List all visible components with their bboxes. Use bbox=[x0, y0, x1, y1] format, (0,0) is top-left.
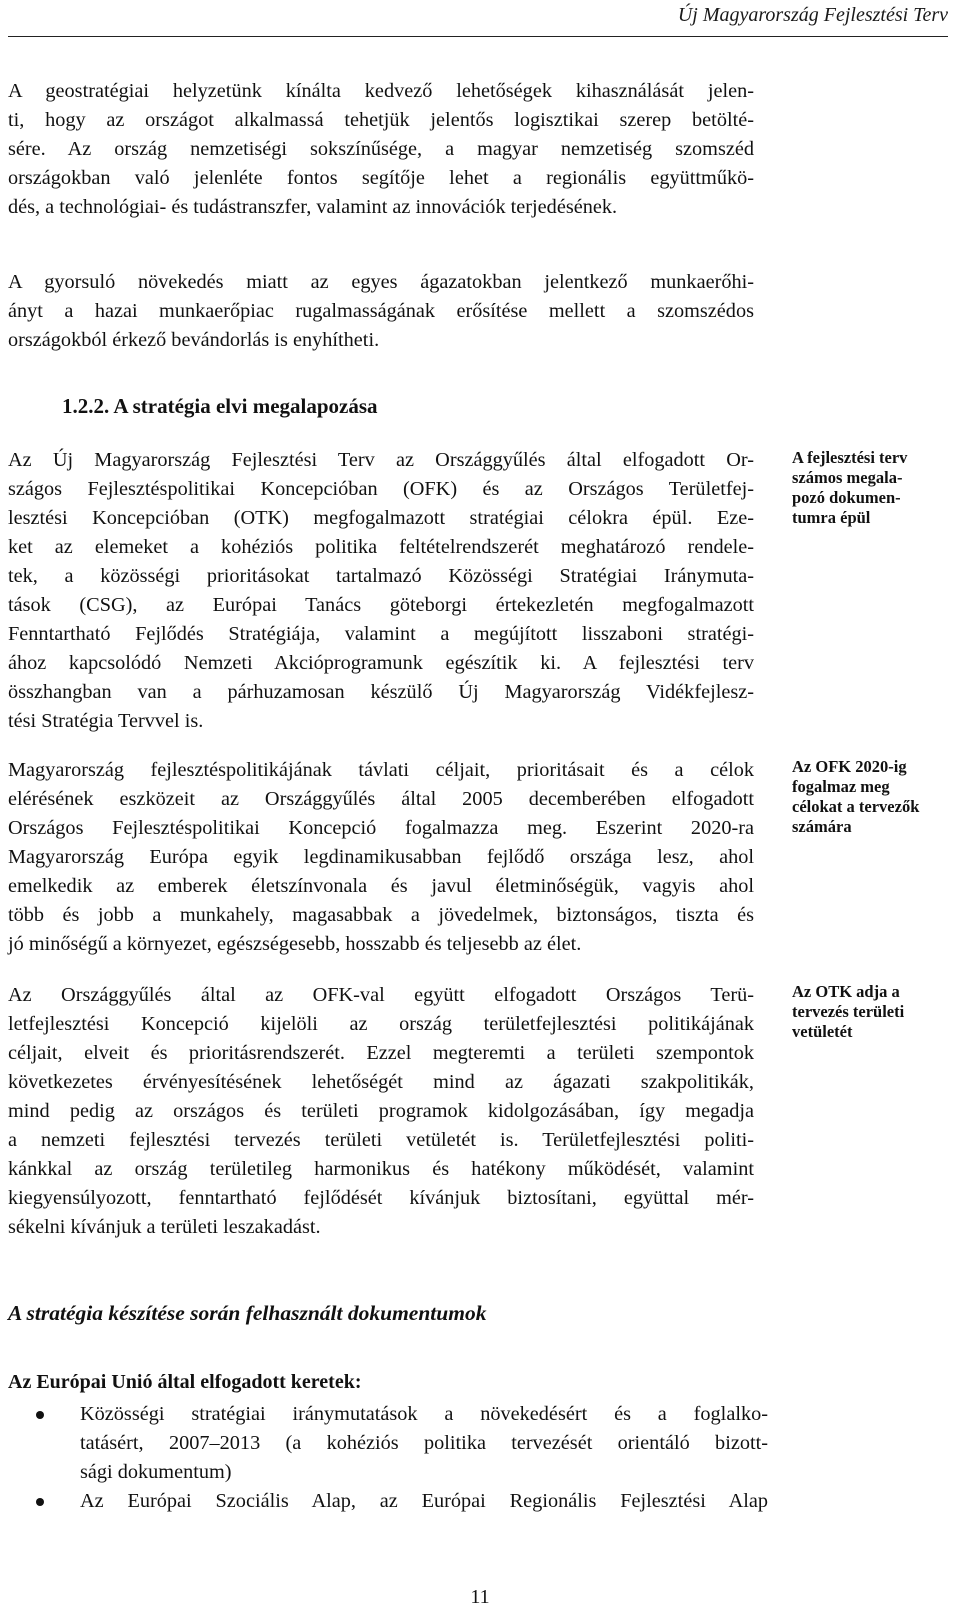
margin-note-line: számára bbox=[792, 817, 852, 836]
text-line: dés, a technológiai- és tudástranszfer, valamint az innovációk terjedésének. bbox=[8, 196, 618, 218]
text-line: tások (CSG), az Európai Tanács göteborgi értekezletén megfogalmazott bbox=[8, 594, 754, 616]
list-item-line: sági dokumentum) bbox=[80, 1461, 232, 1483]
bullet-icon bbox=[36, 1498, 44, 1506]
eu-frameworks-list bbox=[8, 1400, 768, 1516]
page-number: 11 bbox=[470, 1586, 490, 1608]
list-item bbox=[8, 1400, 768, 1487]
text-line: Magyarország Európa egyik legdinamikusabban fejlődő országa lesz, ahol bbox=[8, 846, 754, 868]
text-line: ához kapcsolódó Nemzeti Akcióprogramunk egészítik ki. A fejlesztési terv bbox=[8, 652, 754, 674]
running-header: Új Magyarország Fejlesztési Terv bbox=[677, 4, 948, 26]
list-heading: Az Európai Unió által elfogadott keretek: bbox=[8, 1371, 362, 1393]
margin-note-line: Az OFK 2020-ig bbox=[792, 757, 907, 776]
margin-note-foundation bbox=[792, 448, 952, 528]
section-heading: 1.2.2. A stratégia elvi megalapozása bbox=[62, 394, 378, 418]
text-line: céljait, elveit és prioritásrendszerét. Ezzel megteremti a területi szempontok bbox=[8, 1042, 754, 1064]
text-line: több és jobb a munkahely, magasabbak a jövedelmek, biztonságos, tiszta és bbox=[8, 904, 754, 926]
paragraph-foundation bbox=[8, 446, 754, 736]
text-line: szágos Fejlesztéspolitikai Koncepcióban (OFK) és az Országos Területfej- bbox=[8, 478, 754, 500]
text-line: ket az elemeket a kohéziós politika feltételrendszerét meghatározó rendele- bbox=[8, 536, 754, 558]
text-line: mind pedig az országos és területi programok kidolgozásában, így megadja bbox=[8, 1100, 754, 1122]
margin-note-line: számos megala- bbox=[792, 468, 903, 487]
text-line: ti, hogy az országot alkalmassá tehetjük jelentős logisztikai szerep betölté- bbox=[8, 109, 754, 131]
text-line: tek, a közösségi prioritásokat tartalmazó Közösségi Stratégiai Iránymuta- bbox=[8, 565, 754, 587]
margin-note-line: tervezés területi bbox=[792, 1002, 905, 1021]
text-line: A geostratégiai helyzetünk kínálta kedvező lehetőségek kihasználását jelen- bbox=[8, 80, 754, 102]
margin-note-otk bbox=[792, 982, 952, 1042]
header-rule bbox=[8, 36, 948, 37]
margin-note-line: pozó dokumen- bbox=[792, 488, 901, 507]
text-line: kiegyensúlyozott, fenntartható fejlődését kívánjuk biztosítani, együttal mér- bbox=[8, 1187, 754, 1209]
list-item-line: tatásért, 2007–2013 (a kohéziós politika tervezését orientáló bizott- bbox=[80, 1432, 768, 1454]
text-line: tési Stratégia Tervvel is. bbox=[8, 710, 204, 732]
text-line: jó minőségű a környezet, egészségesebb, hosszabb és teljesebb az élet. bbox=[8, 933, 582, 955]
bullet-icon bbox=[36, 1411, 44, 1419]
text-line: Az Új Magyarország Fejlesztési Terv az Országgyűlés által elfogadott Or- bbox=[8, 449, 754, 471]
text-line: ányt a hazai munkaerőpiac rugalmasságának erősítése mellett a szomszédos bbox=[8, 300, 754, 322]
margin-note-line: Az OTK adja a bbox=[792, 982, 900, 1001]
margin-note-line: A fejlesztési terv bbox=[792, 448, 908, 467]
margin-note-line: vetületét bbox=[792, 1022, 853, 1041]
margin-note-line: fogalmaz meg bbox=[792, 777, 890, 796]
text-line: letfejlesztési Koncepció kijelöli az ország területfejlesztési politikájának bbox=[8, 1013, 754, 1035]
text-line: sére. Az ország nemzetiségi sokszínűsége, a magyar nemzetiség szomszéd bbox=[8, 138, 754, 160]
text-line: Országos Fejlesztéspolitikai Koncepció fogalmazza meg. Eszerint 2020-ra bbox=[8, 817, 754, 839]
text-line: a nemzeti fejlesztési tervezés területi vetületét is. Területfejlesztési politi- bbox=[8, 1129, 754, 1151]
list-item bbox=[8, 1487, 768, 1516]
text-line: országokból érkező bevándorlás is enyhítheti. bbox=[8, 329, 380, 351]
text-line: elérésének eszközeit az Országgyűlés által 2005 decemberében elfogadott bbox=[8, 788, 754, 810]
text-line: kánkkal az ország területileg harmonikus és hatékony működését, valamint bbox=[8, 1158, 754, 1180]
text-line: Fenntartható Fejlődés Stratégiája, valamint a megújított lisszaboni stratégi- bbox=[8, 623, 754, 645]
text-line: országokban való jelenléte fontos segítője lehet a regionális együttműkö- bbox=[8, 167, 754, 189]
text-line: összhangban van a párhuzamosan készülő Új Magyarország Vidékfejlesz- bbox=[8, 681, 754, 703]
margin-note-line: célokat a tervezők bbox=[792, 797, 920, 816]
list-item-line: Közösségi stratégiai iránymutatások a növekedésért és a foglalko- bbox=[80, 1403, 768, 1425]
margin-note-ofk bbox=[792, 757, 952, 837]
paragraph-otk bbox=[8, 981, 754, 1242]
text-line: A gyorsuló növekedés miatt az egyes ágazatokban jelentkező munkaerőhi- bbox=[8, 271, 754, 293]
margin-note-line: tumra épül bbox=[792, 508, 871, 527]
text-line: Az Országgyűlés által az OFK-val együtt elfogadott Országos Terü- bbox=[8, 984, 754, 1006]
paragraph-geostrategy bbox=[8, 77, 754, 222]
documents-subheading: A stratégia készítése során felhasznált dokumentumok bbox=[8, 1301, 487, 1325]
text-line: lesztési Koncepcióban (OTK) megfogalmazott stratégiai célokra épül. Eze- bbox=[8, 507, 754, 529]
paragraph-ofk bbox=[8, 756, 754, 959]
text-line: emelkedik az emberek életszínvonala és javul életminőségük, vagyis ahol bbox=[8, 875, 754, 897]
paragraph-labour bbox=[8, 268, 754, 355]
text-line: következetes érvényesítésének lehetőségét mind az ágazati szakpolitikák, bbox=[8, 1071, 754, 1093]
list-item-line: Az Európai Szociális Alap, az Európai Regionális Fejlesztési Alap bbox=[80, 1490, 768, 1512]
text-line: sékelni kívánjuk a területi leszakadást. bbox=[8, 1216, 321, 1238]
text-line: Magyarország fejlesztéspolitikájának távlati céljait, prioritásait és a célok bbox=[8, 759, 754, 781]
